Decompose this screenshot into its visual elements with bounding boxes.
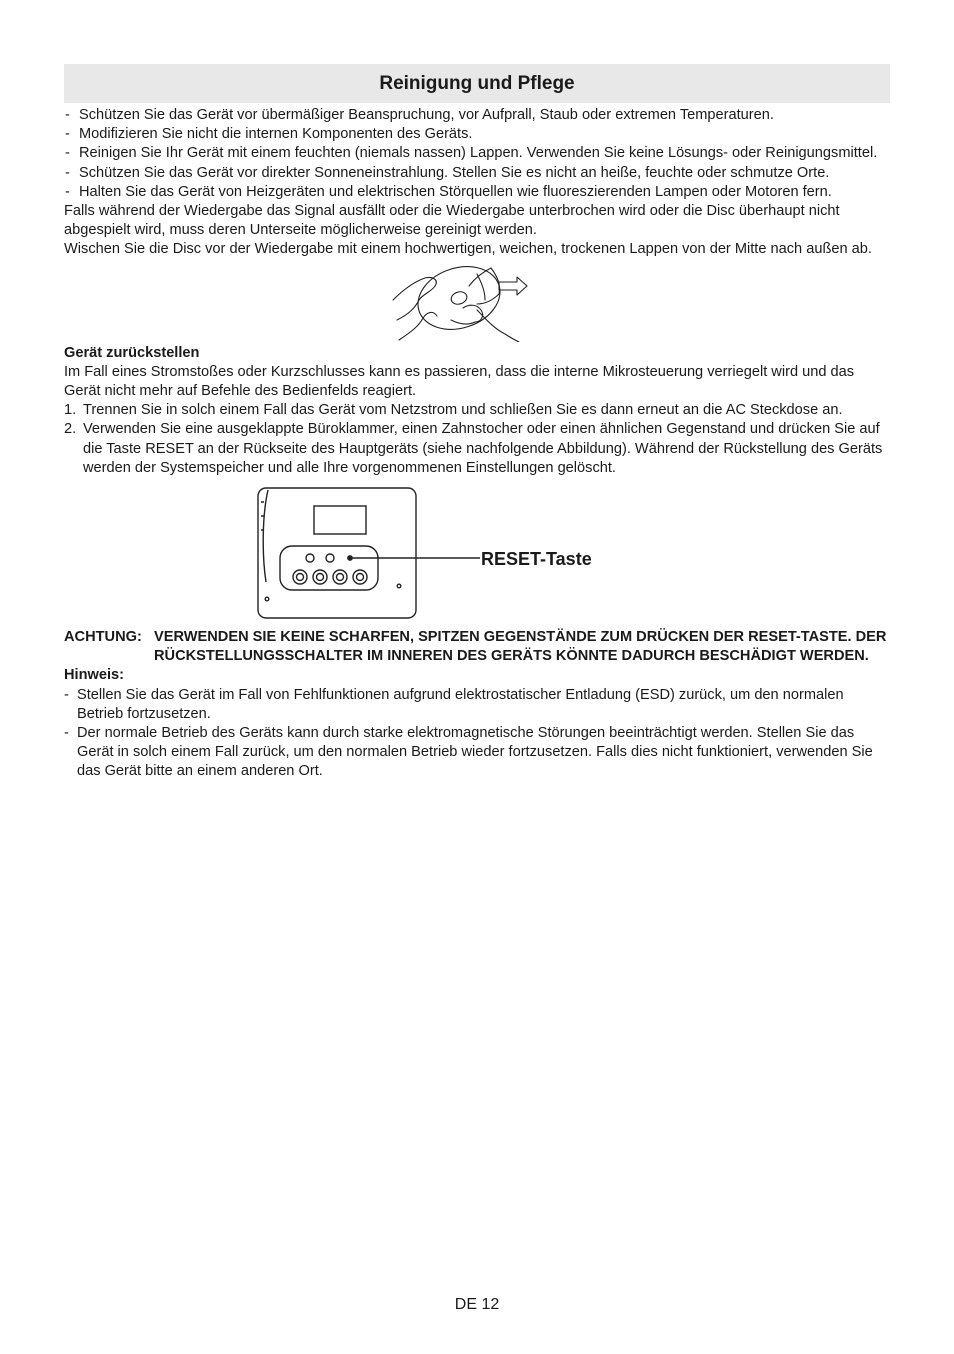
list-item-text: Modifizieren Sie nicht die internen Komponenten des Geräts.: [79, 126, 473, 143]
paragraph-disc-clean: Wischen Sie die Disc vor der Wiedergabe mit einem hochwertigen, weichen, trockenen Lappen von der Mitte nach außen ab.: [64, 241, 872, 258]
list-item-text: Halten Sie das Gerät von Heizgeräten und elektrischen Störquellen wie fluoreszierenden Lampen oder Motoren fern.: [79, 183, 832, 200]
step-text: Trennen Sie in solch einem Fall das Gerät vom Netzstrom und schließen Sie es dann erneut an die AC Steckdose an.: [83, 402, 843, 419]
list-item: [64, 183, 890, 202]
list-item: [64, 420, 890, 478]
warning-label: ACHTUNG:: [64, 629, 142, 646]
step-text: Verwenden Sie eine ausgeklappte Büroklammer, einen Zahnstocher oder einen ähnlichen Gegenstand und drücken Sie auf die Taste RESET an der Rückseite des Hauptgeräts (siehe nachfolgende Abbildung). Während der Rückstellung des Geräts werden der Systemspeicher und alle Ihre vorgenommenen Einstellungen gelöscht.: [83, 421, 883, 476]
page: [64, 64, 890, 782]
bullet-marker: -: [65, 145, 70, 162]
list-item: [64, 125, 890, 144]
bullet-marker: -: [65, 126, 70, 143]
step-number: 2.: [64, 421, 77, 438]
reset-button-label: RESET-Taste: [481, 549, 592, 570]
section-content: [64, 106, 890, 782]
bullet-marker: -: [65, 107, 70, 123]
section-title: Reinigung und Pflege: [379, 72, 575, 94]
disc-cleaning-icon: [389, 260, 529, 342]
list-item-text: Reinigen Sie Ihr Gerät mit einem feuchten (niemals nassen) Lappen. Verwenden Sie keine Lösungs- oder Reinigungsmittel.: [79, 145, 878, 162]
list-item: [64, 106, 890, 125]
device-rear-panel-icon: [254, 486, 490, 620]
note-marker: -: [64, 686, 69, 703]
section-title-bar: [64, 64, 890, 103]
warning-text: VERWENDEN SIE KEINE SCHARFEN, SPITZEN GEGENSTÄNDE ZUM DRÜCKEN DER RESET-TASTE. DER RÜCKSTELLUNGSSCHALTER IM INNEREN DES GERÄTS KÖNNTE DADURCH BESCHÄDIGT WERDEN.: [154, 629, 887, 665]
step-number: 1.: [64, 402, 77, 419]
bullet-marker: -: [65, 164, 70, 181]
list-item: [64, 724, 890, 782]
note-text: Der normale Betrieb des Geräts kann durch starke elektromagnetische Störungen beeinträchtigt werden. Stellen Sie das Gerät in solch einem Fall zurück, um den normalen Betrieb wieder fortzusetzen. Falls dies nicht funktioniert, verwenden Sie das Gerät bitte an einem anderen Ort.: [77, 725, 873, 780]
list-item-text: Schützen Sie das Gerät vor direkter Sonneneinstrahlung. Stellen Sie es nicht an heiße, feuchte oder schmutze Orte.: [79, 164, 830, 181]
bullet-marker: -: [65, 183, 70, 200]
list-item: [64, 164, 890, 183]
note-marker: -: [64, 725, 69, 742]
reset-illustration: [64, 478, 890, 628]
note-heading: Hinweis:: [64, 667, 125, 684]
reset-intro: Im Fall eines Stromstoßes oder Kurzschlusses kann es passieren, dass die interne Mikrosteuerung verriegelt wird und das Gerät nicht mehr auf Befehle des Bedienfelds reagiert.: [64, 363, 855, 400]
list-item: [64, 144, 890, 163]
list-item: [64, 686, 890, 724]
reset-heading: Gerät zurückstellen: [64, 344, 200, 361]
list-item: [64, 401, 890, 420]
paragraph-disc-skip: Falls während der Wiedergabe das Signal ausfällt oder die Wiedergabe unterbrochen wird oder die Disc überhaupt nicht abgespielt wird, muss deren Unterseite möglicherweise gereinigt werden.: [64, 203, 840, 239]
warning-block: [64, 628, 890, 666]
page-number: DE 12: [454, 1296, 500, 1313]
disc-cleaning-illustration: [64, 260, 890, 344]
list-item-text: Schützen Sie das Gerät vor übermäßiger Beanspruchung, vor Aufprall, Staub oder extremen Temperaturen.: [79, 107, 774, 123]
note-text: Stellen Sie das Gerät im Fall von Fehlfunktionen aufgrund elektrostatischer Entladung (ESD) zurück, um den normalen Betrieb fortzusetzen.: [77, 686, 844, 722]
